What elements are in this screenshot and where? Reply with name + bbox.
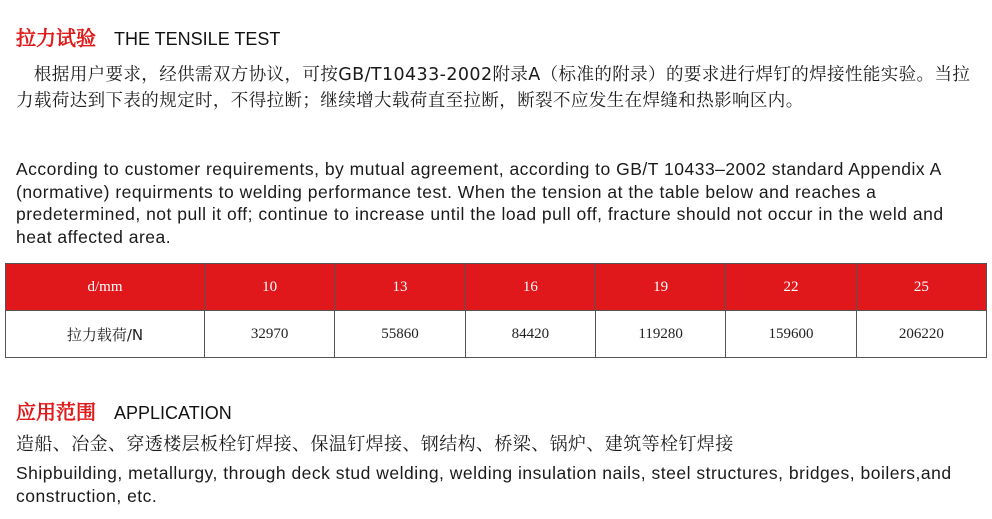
load-cell: 32970 [205,311,335,358]
load-cell: 159600 [726,311,856,358]
diameter-cell: 19 [595,264,725,311]
application-title-en: APPLICATION [114,403,232,423]
tensile-test-heading [16,22,280,51]
table-row [6,311,987,358]
load-cell: 84420 [465,311,595,358]
row-label-cell: 拉力载荷/N [6,311,205,358]
application-text-en: Shipbuilding, metallurgy, through deck stud welding, welding insulation nails, steel structures, bridges, boilers,and construction, etc. [16,463,952,506]
tensile-title-cn: 拉力试验 [16,26,96,50]
table-header-row [6,264,987,311]
tensile-paragraph-cn: 根据用户要求，经供需双方协议，可按GB/T10433-2002附录A（标准的附录）的要求进行焊钉的焊接性能实验。当拉力载荷达到下表的规定时，不得拉断；继续增大载荷直至拉断，断裂不应发生在焊缝和热影响区内。 [16,65,971,111]
diameter-cell: 16 [465,264,595,311]
diameter-cell: 10 [205,264,335,311]
tensile-title-en: THE TENSILE TEST [114,29,281,49]
load-cell: 119280 [595,311,725,358]
application-title-cn: 应用范围 [16,400,96,424]
tensile-load-table [5,263,987,358]
load-cell: 206220 [856,311,986,358]
diameter-cell: 22 [726,264,856,311]
diameter-cell: 25 [856,264,986,311]
load-cell: 55860 [335,311,465,358]
application-heading [16,396,232,425]
application-text-cn: 造船、冶金、穿透楼层板栓钉焊接、保温钉焊接、钢结构、桥梁、锅炉、建筑等栓钉焊接 [16,434,734,455]
header-label-cell: d/mm [6,264,205,311]
tensile-paragraph-en: According to customer requirements, by mutual agreement, according to GB/T 10433–2002 standard Appendix A (normative) requirments to welding performance test. When the tension at the table below and reaches a predetermined, not pull it off; continue to increase until the load pull off, fracture should not occur in the weld and heat affected area. [16,159,944,247]
diameter-cell: 13 [335,264,465,311]
